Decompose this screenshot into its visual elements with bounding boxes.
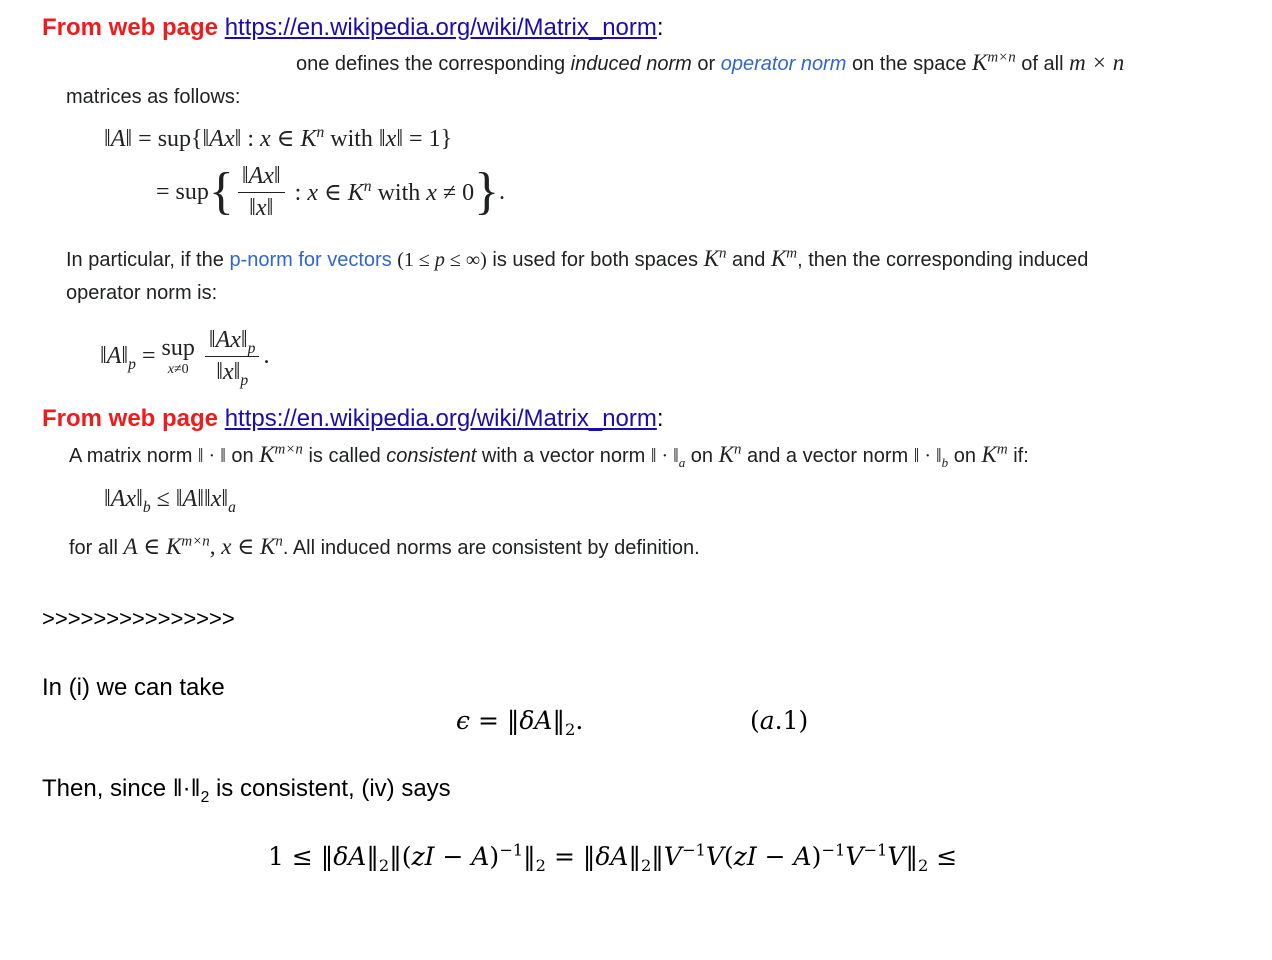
link-induced-norm[interactable]: induced norm (570, 53, 692, 75)
link-pnorm-vectors[interactable]: p-norm for vectors (229, 249, 392, 271)
math-p-range: (1 ≤ p ≤ ∞) (397, 249, 487, 271)
induced-norm-eq-line2: = sup { $\frac{‖Ax‖}{‖x‖}$ : x ∈ $K^n$ with x ≠ 0 } . (156, 162, 506, 221)
math-kmxn: $K^{m\times n}$ (972, 49, 1016, 75)
equation-label: (a.1) (750, 706, 809, 735)
intro-line-1: one defines the corresponding induced norm or operator norm on the space $K^{m\times n}$ of all m × n (296, 49, 1125, 75)
source-prefix: From web page (42, 14, 219, 41)
wikipedia-link[interactable]: https://en.wikipedia.org/wiki/Matrix_norm (224, 14, 657, 41)
pnorm-equation: $‖A‖_p$ = sup x≠0 $\frac{‖Ax‖_p}{‖x‖_p}$ . (100, 326, 270, 389)
forall-line: for all A ∈ $K^{m\times n}$, x ∈ $K^n$. All induced norms are consistent by definition. (69, 533, 700, 559)
term-consistent: consistent (386, 445, 477, 467)
consistent-def-line: A matrix norm ‖ · ‖ on $K^{m\times n}$ is called consistent with a vector norm ‖ · $‖_a$ on $K^n$ and a vector norm ‖ · $‖_b$ on $K^m$ if: (69, 441, 1029, 470)
separator: >>>>>>>>>>>>>>> (42, 606, 235, 631)
main-inequality: $1 \le ‖\delta A‖_2‖(zI$ − $A)^{-1}‖_2$ = $‖\delta A‖_2‖V^{-1}V(zI$ − $A)^{-1}V^{-1}V‖_2$ ≤ (268, 840, 958, 875)
line-i: In (i) we can take (42, 674, 225, 701)
math-mxn: m × n (1069, 50, 1125, 75)
induced-norm-eq-line1: ‖A‖ = sup{‖Ax‖ : x ∈ $K^n$ with ‖x‖ = 1} (104, 124, 453, 152)
pnorm-line-1: In particular, if the p-norm for vectors (1 ≤ p ≤ ∞) is used for both spaces $K^n$ and $K^m$, then the corresponding induced (66, 245, 1089, 271)
link-operator-norm[interactable]: operator norm (720, 53, 847, 75)
source-header-2: From web page https://en.wikipedia.org/wiki/Matrix_norm: (42, 405, 664, 432)
consistency-inequality: $‖Ax‖_b$ ≤ $‖A‖‖x‖_a$ (104, 486, 236, 516)
source-prefix: From web page (42, 405, 219, 432)
then-line: Then, since $‖\cdot‖_2$ is consistent, (iv) says (42, 775, 451, 806)
source-header-1: From web page https://en.wikipedia.org/wiki/Matrix_norm: (42, 14, 664, 41)
pnorm-line-2: operator norm is: (66, 282, 218, 304)
equation-a1: $\epsilon = ‖\delta A‖_2$. (456, 706, 584, 739)
intro-line-2: matrices as follows: (66, 86, 241, 108)
wikipedia-link[interactable]: https://en.wikipedia.org/wiki/Matrix_norm (224, 405, 657, 432)
